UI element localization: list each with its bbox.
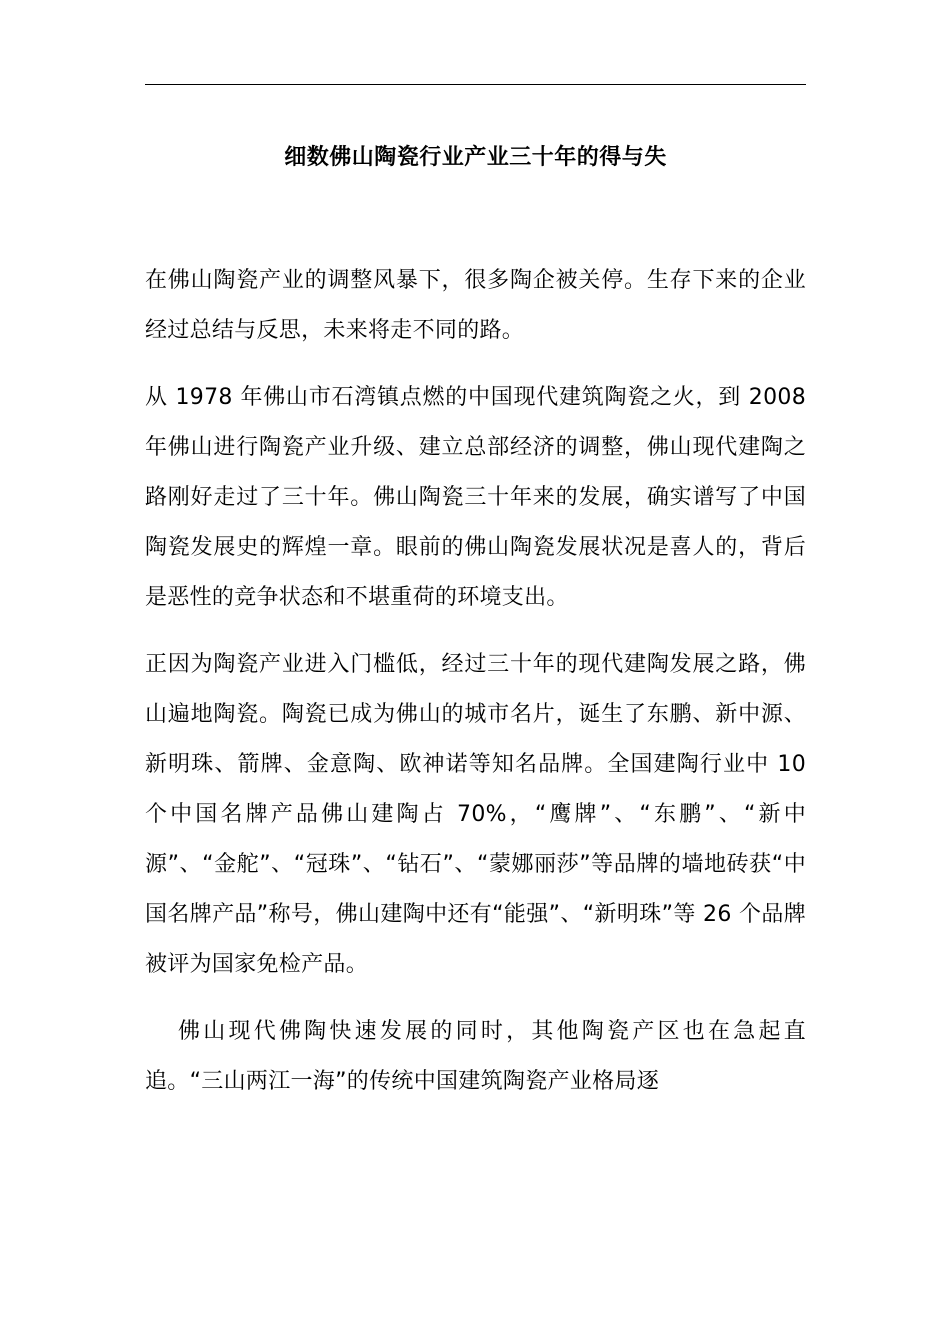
document-title: 细数佛山陶瓷行业产业三十年的得与失: [284, 145, 667, 170]
paragraph-1: 在佛山陶瓷产业的调整风暴下，很多陶企被关停。生存下来的企业经过总结与反思，未来将走不同的路。: [145, 268, 806, 343]
header-rule: [145, 84, 806, 85]
document-body: [145, 256, 806, 1124]
paragraph-4: 佛山现代佛陶快速发展的同时，其他陶瓷产区也在急起直追。“三山两江一海”的传统中国建筑陶瓷产业格局逐: [145, 1019, 806, 1094]
paragraph-3: 正因为陶瓷产业进入门槛低，经过三十年的现代建陶发展之路，佛山遍地陶瓷。陶瓷已成为佛山的城市名片，诞生了东鹏、新中源、新明珠、箭牌、金意陶、欧神诺等知名品牌。全国建陶行业中 10 个中国名牌产品佛山建陶占 70%，“鹰牌”、“东鹏”、“新中源”、“金舵”、“冠珠”、“钻石”、“蒙娜丽莎”等品牌的墙地砖获“中国名牌产品”称号，佛山建陶中还有“能强”、“新明珠”等 26 个品牌被评为国家免检产品。: [145, 652, 806, 977]
paragraph-2: 从 1978 年佛山市石湾镇点燃的中国现代建筑陶瓷之火，到 2008 年佛山进行陶瓷产业升级、建立总部经济的调整，佛山现代建陶之路刚好走过了三十年。佛山陶瓷三十年来的发展，确实谱写了中国陶瓷发展史的辉煌一章。眼前的佛山陶瓷发展状况是喜人的，背后是恶性的竞争状态和不堪重荷的环境支出。: [145, 385, 806, 610]
